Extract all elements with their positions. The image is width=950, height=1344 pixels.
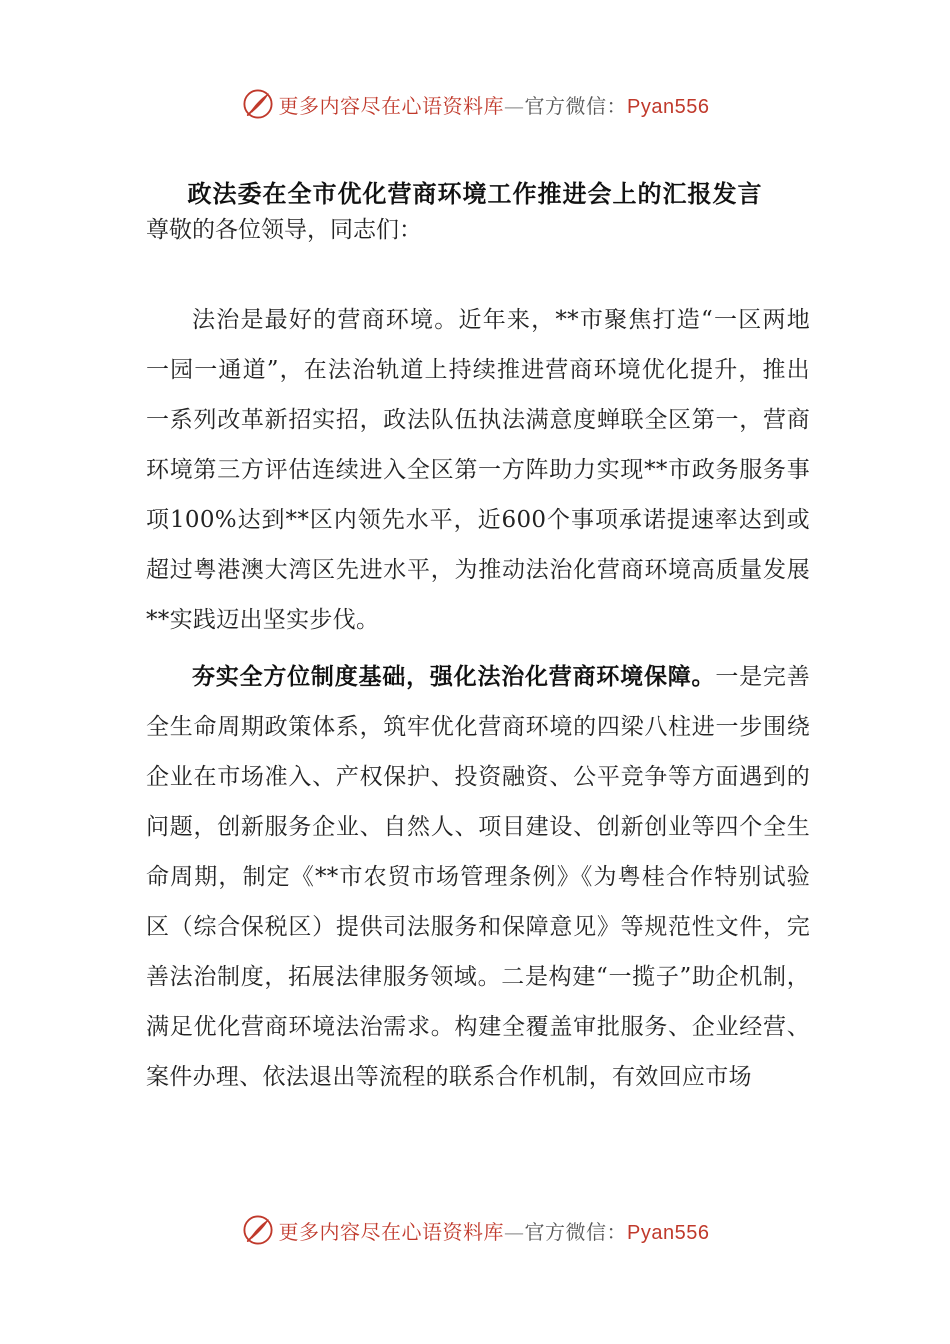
banner-wechat-id: Pyan556 [627,1221,710,1244]
banner-dash: — [504,93,525,118]
banner-main-text: 更多内容尽在心语资料库 [278,93,505,118]
footer-banner [0,1210,950,1250]
quill-pen-logo-icon [241,87,275,121]
paragraph-1: 法治是最好的营商环境。近年来，**市聚焦打造“一区两地一园一通道”，在法治轨道上持续推进营商环境优化提升，推出一系列改革新招实招，政法队伍执法满意度蝉联全区第一，营商环境第三方评估连续进入全区第一方阵助力实现**市政务服务事项100%达到**区内领先水平，近600个事项承诺提速率达到或超过粤港澳大湾区先进水平，为推动法治化营商环境高质量发展**实践迈出坚实步伐。 [146,307,810,633]
paragraph-2-heading: 夯实全方位制度基础，强化法治化营商环境保障。 [192,663,716,690]
banner-text [279,1216,710,1245]
banner-dash: — [504,1219,525,1244]
banner-wechat-label: 官方微信： [524,93,628,118]
banner-text [279,90,710,119]
banner-wechat-id: Pyan556 [627,95,710,118]
paragraph-2 [146,652,810,1102]
paragraph-2-body: 一是完善全生命周期政策体系，筑牢优化营商环境的四梁八柱进一步围绕企业在市场准入、产权保护、投资融资、公平竞争等方面遇到的问题，创新服务企业、自然人、项目建设、创新创业等四个全生命周期，制定《**市农贸市场管理条例》《为粤桂合作特别试验区（综合保税区）提供司法服务和保障意见》等规范性文件，完善法治制度，拓展法律服务领域。二是构建“一揽子”助企机制，满足优化营商环境法治需求。构建全覆盖审批服务、企业经营、案件办理、依法退出等流程的联系合作机制，有效回应市场 [146,664,810,1090]
document-title: 政法委在全市优化营商环境工作推进会上的汇报发言 [187,179,763,208]
banner-main-text: 更多内容尽在心语资料库 [278,1219,505,1244]
salutation: 尊敬的各位领导，同志们： [146,217,422,243]
header-banner [0,84,950,124]
quill-pen-logo-icon [241,1213,275,1247]
banner-wechat-label: 官方微信： [524,1219,628,1244]
